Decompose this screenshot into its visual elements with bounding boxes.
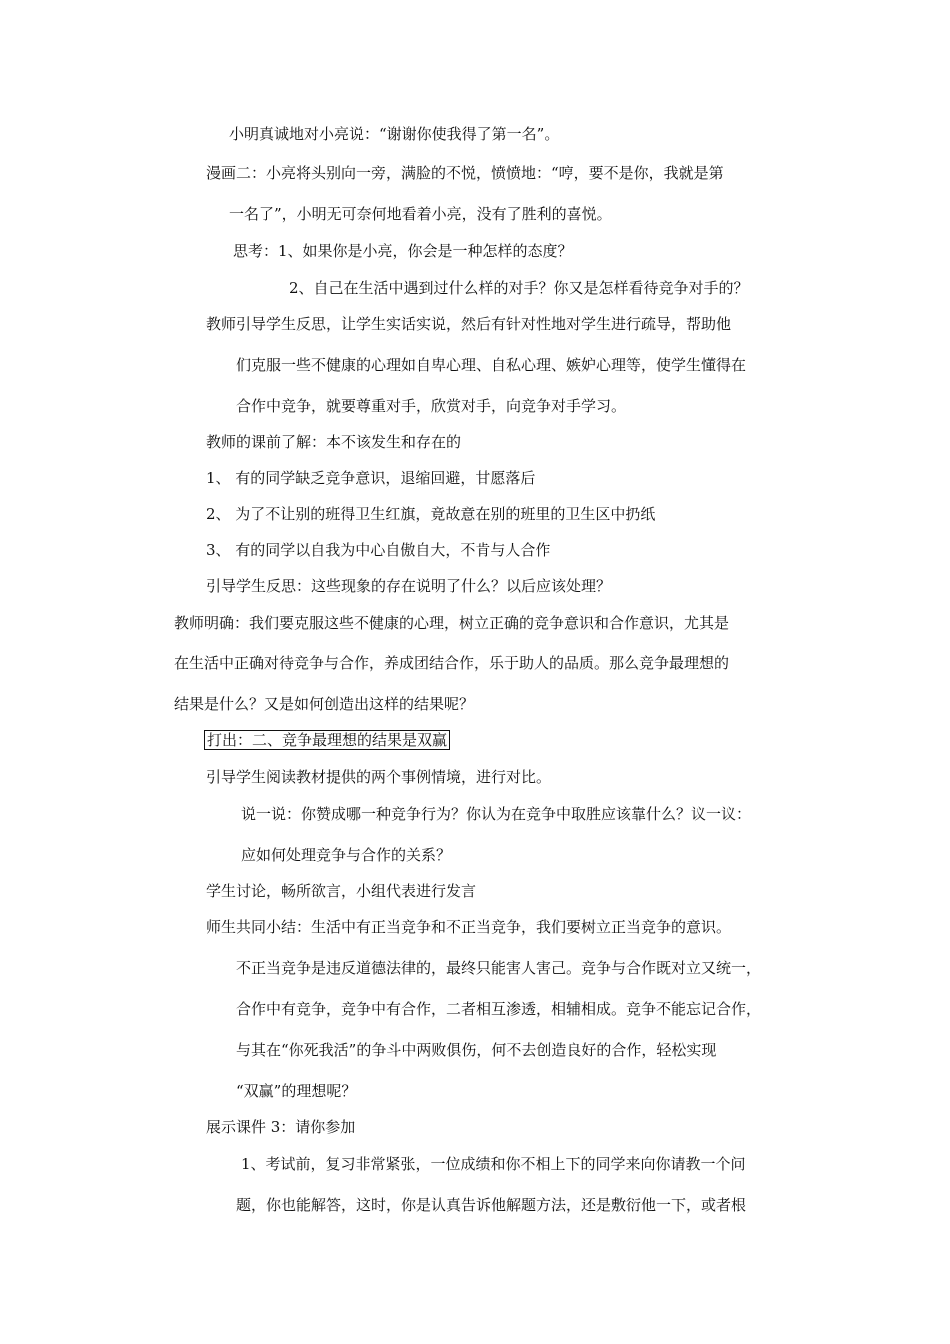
text-line: 教师的课前了解：本不该发生和存在的: [206, 433, 462, 451]
list-item: 3、 有的同学以自我为中心自傲自大，不肯与人合作: [206, 541, 551, 559]
text-line: 题，你也能解答，这时，你是认真告诉他解题方法，还是敷衍他一下，或者根: [236, 1196, 747, 1214]
list-item: 2、 为了不让别的班得卫生红旗，竟故意在别的班里的卫生区中扔纸: [206, 505, 656, 523]
text-line: 展示课件 3：请你参加: [206, 1118, 356, 1136]
text-line: 合作中有竞争，竞争中有合作，二者相互渗透，相辅相成。竞争不能忘记合作，: [236, 1000, 762, 1018]
text-line: “双赢”的理想呢？: [236, 1082, 357, 1100]
text-line: 引导学生阅读教材提供的两个事例情境，进行对比。: [206, 768, 552, 786]
text-line: 小明真诚地对小亮说：“谢谢你使我得了第一名”。: [229, 125, 560, 143]
text-line: 结果是什么？又是如何创造出这样的结果呢？: [174, 695, 475, 713]
text-line: 2、自己在生活中遇到过什么样的对手？你又是怎样看待竞争对手的？: [289, 279, 749, 297]
text-line: 学生讨论，畅所欲言，小组代表进行发言: [206, 882, 477, 900]
text-line: 不正当竞争是违反道德法律的，最终只能害人害己。竞争与合作既对立又统一，: [236, 959, 762, 977]
text-line: 引导学生反思：这些现象的存在说明了什么？以后应该处理？: [206, 577, 612, 595]
text-line: 与其在“你死我活”的争斗中两败俱伤，何不去创造良好的合作，轻松实现: [236, 1041, 717, 1059]
text-line: 合作中竞争，就要尊重对手，欣赏对手，向竞争对手学习。: [236, 397, 627, 415]
text-line: 师生共同小结：生活中有正当竞争和不正当竞争，我们要树立正当竞争的意识。: [206, 918, 732, 936]
text-line: 应如何处理竞争与合作的关系？: [241, 846, 452, 864]
text-line: 们克服一些不健康的心理如自卑心理、自私心理、嫉妒心理等，使学生懂得在: [236, 356, 747, 374]
section-heading: 打出：二、竞争最理想的结果是双赢: [204, 730, 450, 750]
text-line: 思考：1、如果你是小亮，你会是一种怎样的态度？: [233, 242, 573, 260]
text-line: 教师明确：我们要克服这些不健康的心理，树立正确的竞争意识和合作意识，尤其是: [174, 614, 730, 632]
text-line: 一名了”，小明无可奈何地看着小亮，没有了胜利的喜悦。: [229, 205, 612, 223]
list-item: 1、 有的同学缺乏竞争意识，退缩回避，甘愿落后: [206, 469, 536, 487]
text-line: 1、考试前，复习非常紧张，一位成绩和你不相上下的同学来向你请教一个问: [241, 1155, 746, 1173]
text-line: 漫画二：小亮将头别向一旁，满脸的不悦，愤愤地：“哼，要不是你，我就是第: [206, 164, 724, 182]
text-line: 教师引导学生反思，让学生实话实说，然后有针对性地对学生进行疏导，帮助他: [206, 315, 732, 333]
text-line: 在生活中正确对待竞争与合作，养成团结合作，乐于助人的品质。那么竞争最理想的: [174, 654, 730, 672]
text-line: 说一说：你赞成哪一种竞争行为？你认为在竞争中取胜应该靠什么？议一议：: [241, 805, 752, 823]
